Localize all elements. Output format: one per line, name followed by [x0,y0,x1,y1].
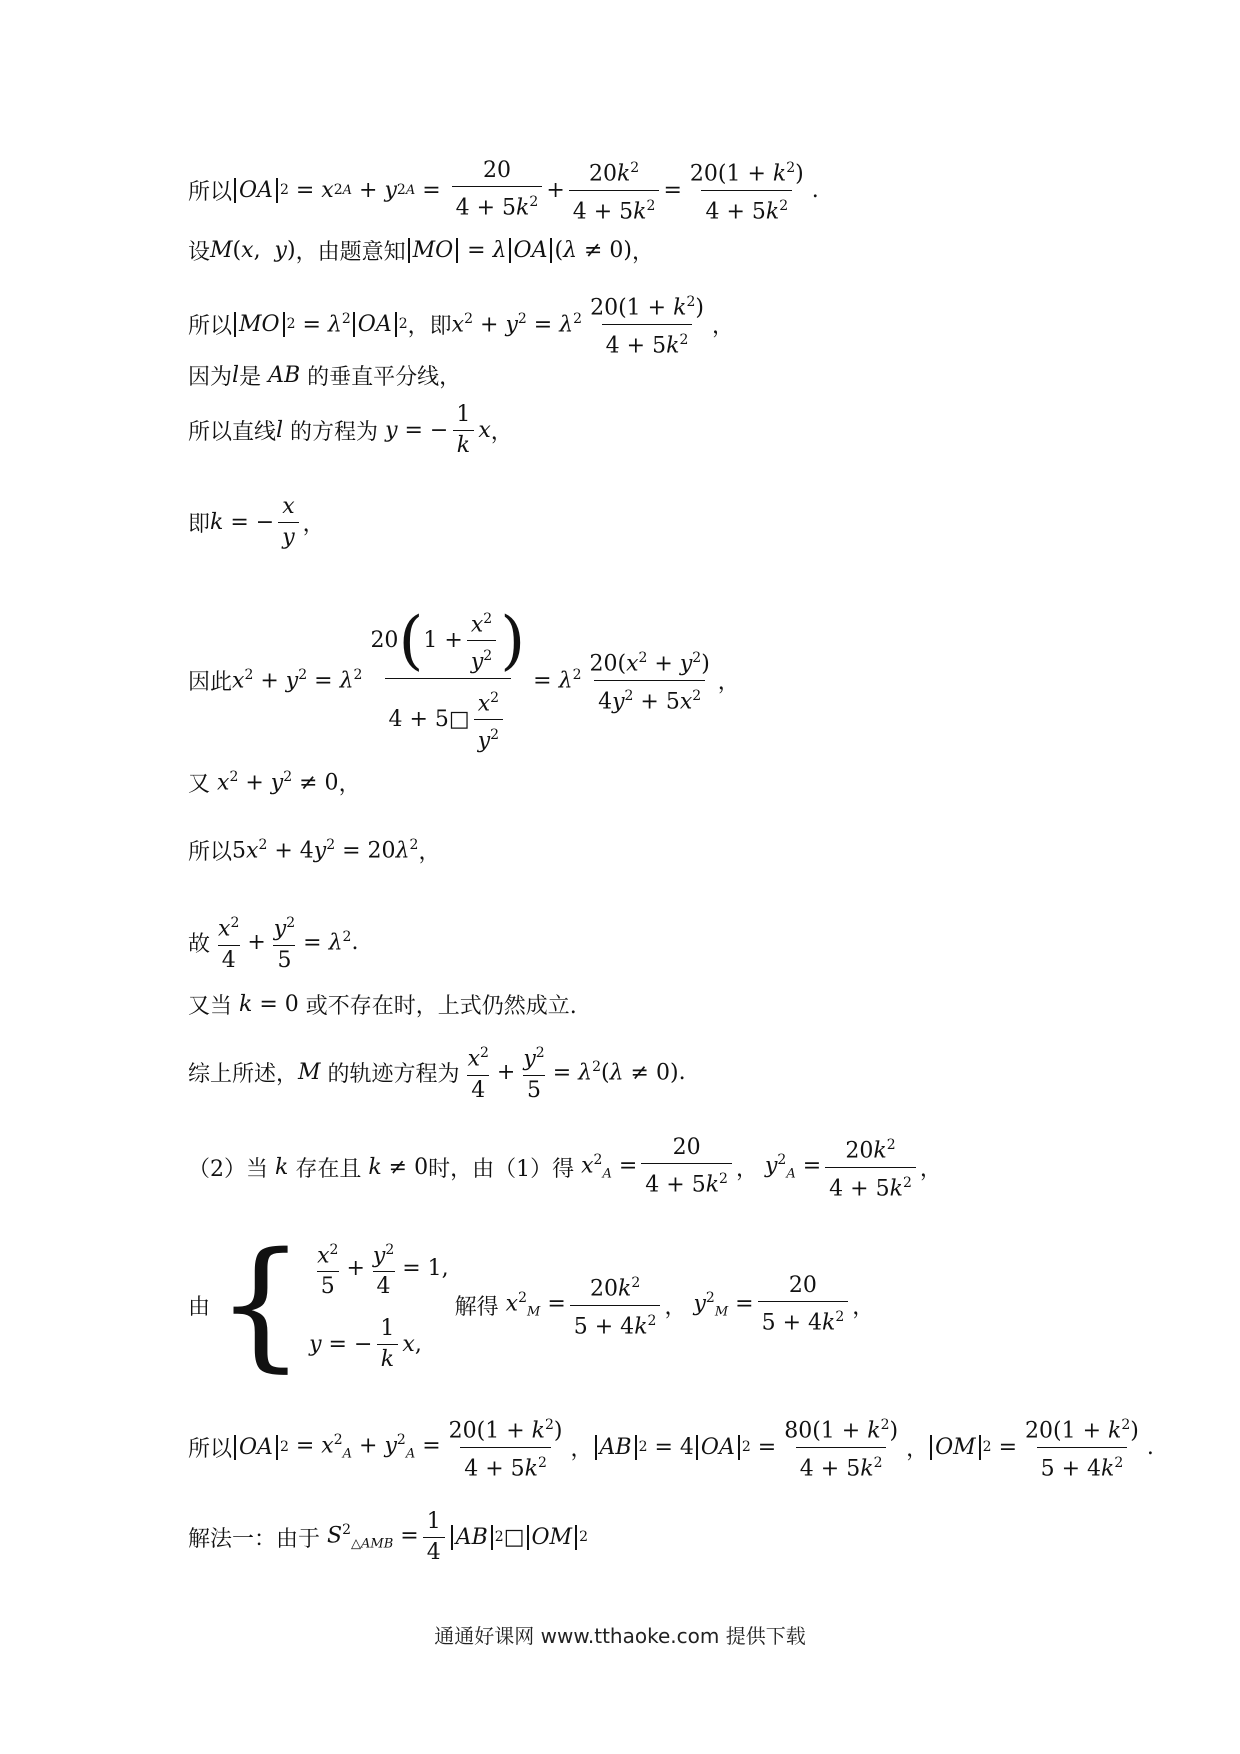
equation-system: { $\frac{x^2}{5}$ + $\frac{y^2}{4}$ = 1, y = − $\frac{1}{k}$ x , [216,1222,449,1386]
line-9: 所以 $5x^2 + 4y^2 = 20\lambda^2$ ， [188,836,441,865]
line-1: 所以 OA 2 = x 2 A + y 2 A = $\frac{20}{4 + 5k^2}$ + $\frac{20k^2}{4 + 5k^2}$ = $\frac{20(1 + k^2)}{4 + 5k^2}$ . [188,148,819,232]
line-7: 因此 $x^2 + y^2 = \lambda^2$ 20 ( 1 + $\frac{x^2}{y^2}$ ) 4 + 5□ $\frac{x^2}{y^2}$ = $\lambda^2$ $\frac{20(x^2 + y^2)}{4y^2 + 5x^2}$ ， [188,605,740,755]
line-16: 解法一：由于 $S^2_{\triangle AMB}$ = $\frac{1}{4}$ AB 2 □ OM 2 [188,1495,588,1579]
line-3: 所以 MO 2 = $\lambda^2$ OA 2 ，即 $x^2 + y^2 = \lambda^2$ $\frac{20(1 + k^2)}{4 + 5k^2}$ ， [188,282,734,366]
line-13: （2）当 k 存在且 k ≠ 0 时，由（1）得 $x^2_A$ = $\frac{20}{4 + 5k^2}$ ， $y^2_A$ = $\frac{20k^2}{4 + 5k^2}$ ， [188,1125,942,1209]
line-6: 即 k = − $\frac{x}{y}$ ， [188,480,325,564]
line-8: 又 $x^2 + y^2 \ne 0$ ， [188,768,361,797]
line-4: 因为 l 是 AB 的垂直平分线， [188,362,462,390]
line-14: 由 { $\frac{x^2}{5}$ + $\frac{y^2}{4}$ = 1, y = − $\frac{1}{k}$ x , 解得 $x^2_M$ = $\frac{20k^2}{5 + 4k^2}$ ， $y^2_M$ = $\frac{20}{5 + 4k^2}$ ， [188,1222,875,1386]
line-2: 设 M (x, y) ，由题意知 MO = λ OA (λ ≠ 0) ， [188,237,655,265]
line-12: 综上所述， M 的轨迹方程为 $\frac{x^2}{4}$ + $\frac{y^2}{5}$ = $\lambda^2(\lambda \ne 0)$ . [188,1030,686,1114]
line-11: 又当 k = 0 或不存在时，上式仍然成立. [188,991,577,1019]
line-5: 所以直线 l 的方程为 y = − $\frac{1}{k}$ x ， [188,388,513,472]
line-15: 所以 OA 2 = $x^2_A + y^2_A$ = $\frac{20(1 + k^2)}{4 + 5k^2}$ ， AB 2 = 4 OA 2 = $\frac{80(1 + k^2)}{4 + 5k^2}$ ， OM 2 = $\frac{20(1 + k^2)}{5 + 4k^2}$ . [188,1405,1154,1489]
footer-text: 通通好课网 www.tthaoke.com 提供下载 [434,1624,806,1648]
line-10: 故 $\frac{x^2}{4}$ + $\frac{y^2}{5}$ = $\lambda^2$ . [188,900,358,984]
